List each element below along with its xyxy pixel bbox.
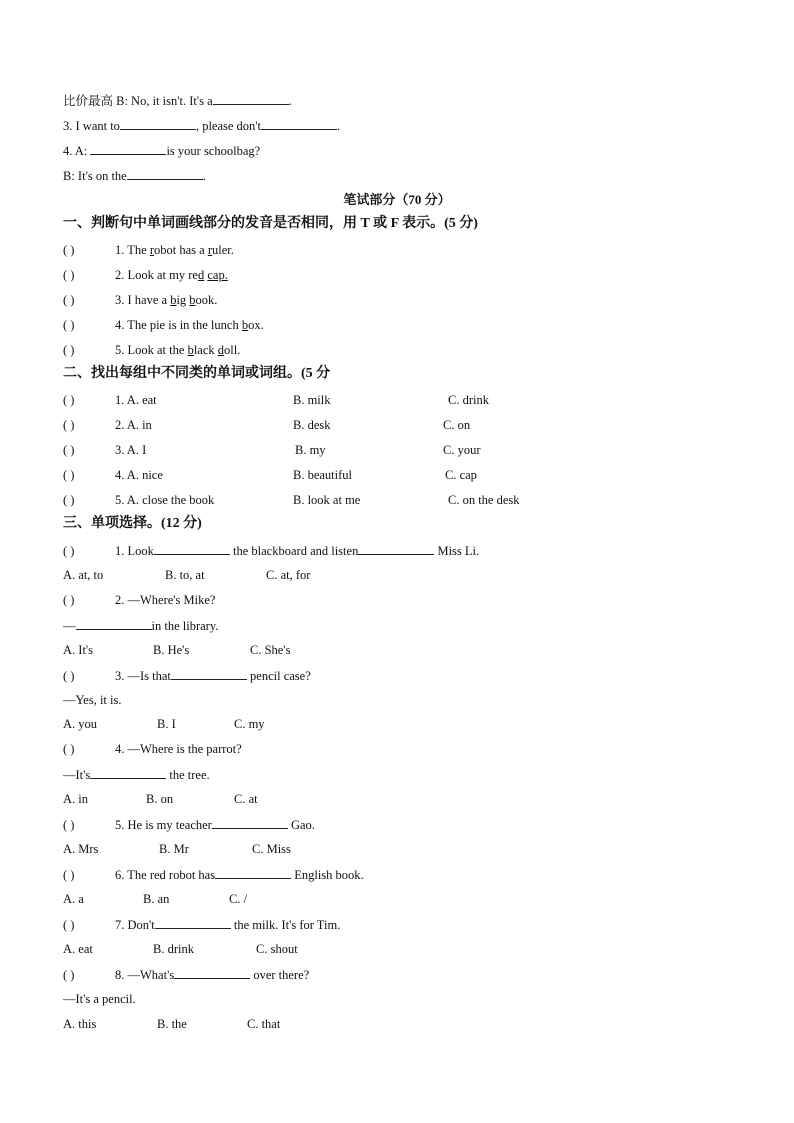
s3-answer-line: —It's the tree.	[63, 768, 210, 782]
answer-paren[interactable]: ( )	[63, 918, 75, 932]
s3-options: A. you B. I C. my	[63, 717, 265, 731]
s3-options: A. Mrs B. Mr C. Miss	[63, 842, 291, 856]
s1-item: ( ) 4. The pie is in the lunch box.	[63, 318, 264, 332]
s2-item: ( ) 3. A. I B. my C. your	[63, 443, 481, 457]
s3-question: ( ) 1. Look the blackboard and listen Miss Li.	[63, 544, 480, 558]
answer-paren[interactable]: ( )	[63, 493, 75, 507]
s3-options: A. a B. an C. /	[63, 892, 248, 906]
s1-item: ( ) 5. Look at the black doll.	[63, 343, 241, 357]
answer-paren[interactable]: ( )	[63, 818, 75, 832]
s3-answer-line: —It's a pencil.	[63, 992, 136, 1006]
q-line-2b: 比价最高 B: No, it isn't. It's a .	[63, 94, 292, 108]
s1-item: ( ) 2. Look at my red cap.	[63, 268, 228, 282]
s3-question: ( ) 4. —Where is the parrot?	[63, 742, 242, 756]
section-1-heading: 一、判断句中单词画线部分的发音是否相同，用 T 或 F 表示。(5 分)	[63, 216, 478, 231]
answer-blank[interactable]	[154, 542, 230, 555]
s3-answer-line: —Yes, it is.	[63, 693, 122, 707]
s3-question: ( ) 8. —What's over there?	[63, 968, 310, 982]
answer-paren[interactable]: ( )	[63, 443, 75, 457]
answer-paren[interactable]: ( )	[63, 268, 75, 282]
answer-blank[interactable]	[174, 966, 250, 979]
answer-paren[interactable]: ( )	[63, 968, 75, 982]
s3-options: A. this B. the C. that	[63, 1017, 281, 1031]
s3-question: ( ) 7. Don't the milk. It's for Tim.	[63, 918, 341, 932]
answer-blank[interactable]	[213, 92, 289, 105]
answer-paren[interactable]: ( )	[63, 468, 75, 482]
s3-question: ( ) 3. —Is that pencil case?	[63, 669, 311, 683]
answer-paren[interactable]: ( )	[63, 742, 75, 756]
s1-item: ( ) 3. I have a big book.	[63, 293, 218, 307]
answer-paren[interactable]: ( )	[63, 544, 75, 558]
answer-paren[interactable]: ( )	[63, 593, 75, 607]
answer-blank[interactable]	[90, 142, 166, 155]
answer-blank[interactable]	[171, 667, 247, 680]
answer-paren[interactable]: ( )	[63, 669, 75, 683]
s3-answer-line: — in the library.	[63, 619, 219, 633]
answer-blank[interactable]	[215, 866, 291, 879]
s2-item: ( ) 2. A. in B. desk C. on	[63, 418, 471, 432]
s3-options: A. in B. on C. at	[63, 792, 258, 806]
s3-options: A. eat B. drink C. shout	[63, 942, 298, 956]
answer-blank[interactable]	[120, 117, 196, 130]
q-line-4a: 4. A: is your schoolbag?	[63, 144, 261, 158]
q-line-3: 3. I want to , please don't .	[63, 119, 341, 133]
answer-blank[interactable]	[212, 816, 288, 829]
answer-blank[interactable]	[127, 167, 203, 180]
answer-paren[interactable]: ( )	[63, 393, 75, 407]
s3-question: ( ) 6. The red robot has English book.	[63, 868, 364, 882]
answer-paren[interactable]: ( )	[63, 318, 75, 332]
answer-blank[interactable]	[261, 117, 337, 130]
s3-options: A. It's B. He's C. She's	[63, 643, 291, 657]
s2-item: ( ) 5. A. close the book B. look at me C. on the desk	[63, 493, 520, 507]
s2-item: ( ) 1. A. eat B. milk C. drink	[63, 393, 489, 407]
section-title: 笔试部分（70 分）	[343, 192, 451, 207]
answer-paren[interactable]: ( )	[63, 418, 75, 432]
answer-blank[interactable]	[358, 542, 434, 555]
answer-blank[interactable]	[155, 916, 231, 929]
s2-item: ( ) 4. A. nice B. beautiful C. cap	[63, 468, 477, 482]
section-3-heading: 三、单项选择。(12 分)	[63, 516, 202, 531]
answer-blank[interactable]	[90, 766, 166, 779]
section-2-heading: 二、找出每组中不同类的单词或词组。(5 分	[63, 366, 331, 381]
answer-paren[interactable]: ( )	[63, 868, 75, 882]
s3-options: A. at, to B. to, at C. at, for	[63, 568, 311, 582]
s1-item: ( ) 1. The robot has a ruler.	[63, 243, 234, 257]
s3-question: ( ) 5. He is my teacher Gao.	[63, 818, 315, 832]
answer-paren[interactable]: ( )	[63, 243, 75, 257]
answer-paren[interactable]: ( )	[63, 293, 75, 307]
answer-paren[interactable]: ( )	[63, 343, 75, 357]
q-line-4b: B: It's on the .	[63, 169, 206, 183]
s3-question: ( ) 2. —Where's Mike?	[63, 593, 216, 607]
answer-blank[interactable]	[76, 617, 152, 630]
